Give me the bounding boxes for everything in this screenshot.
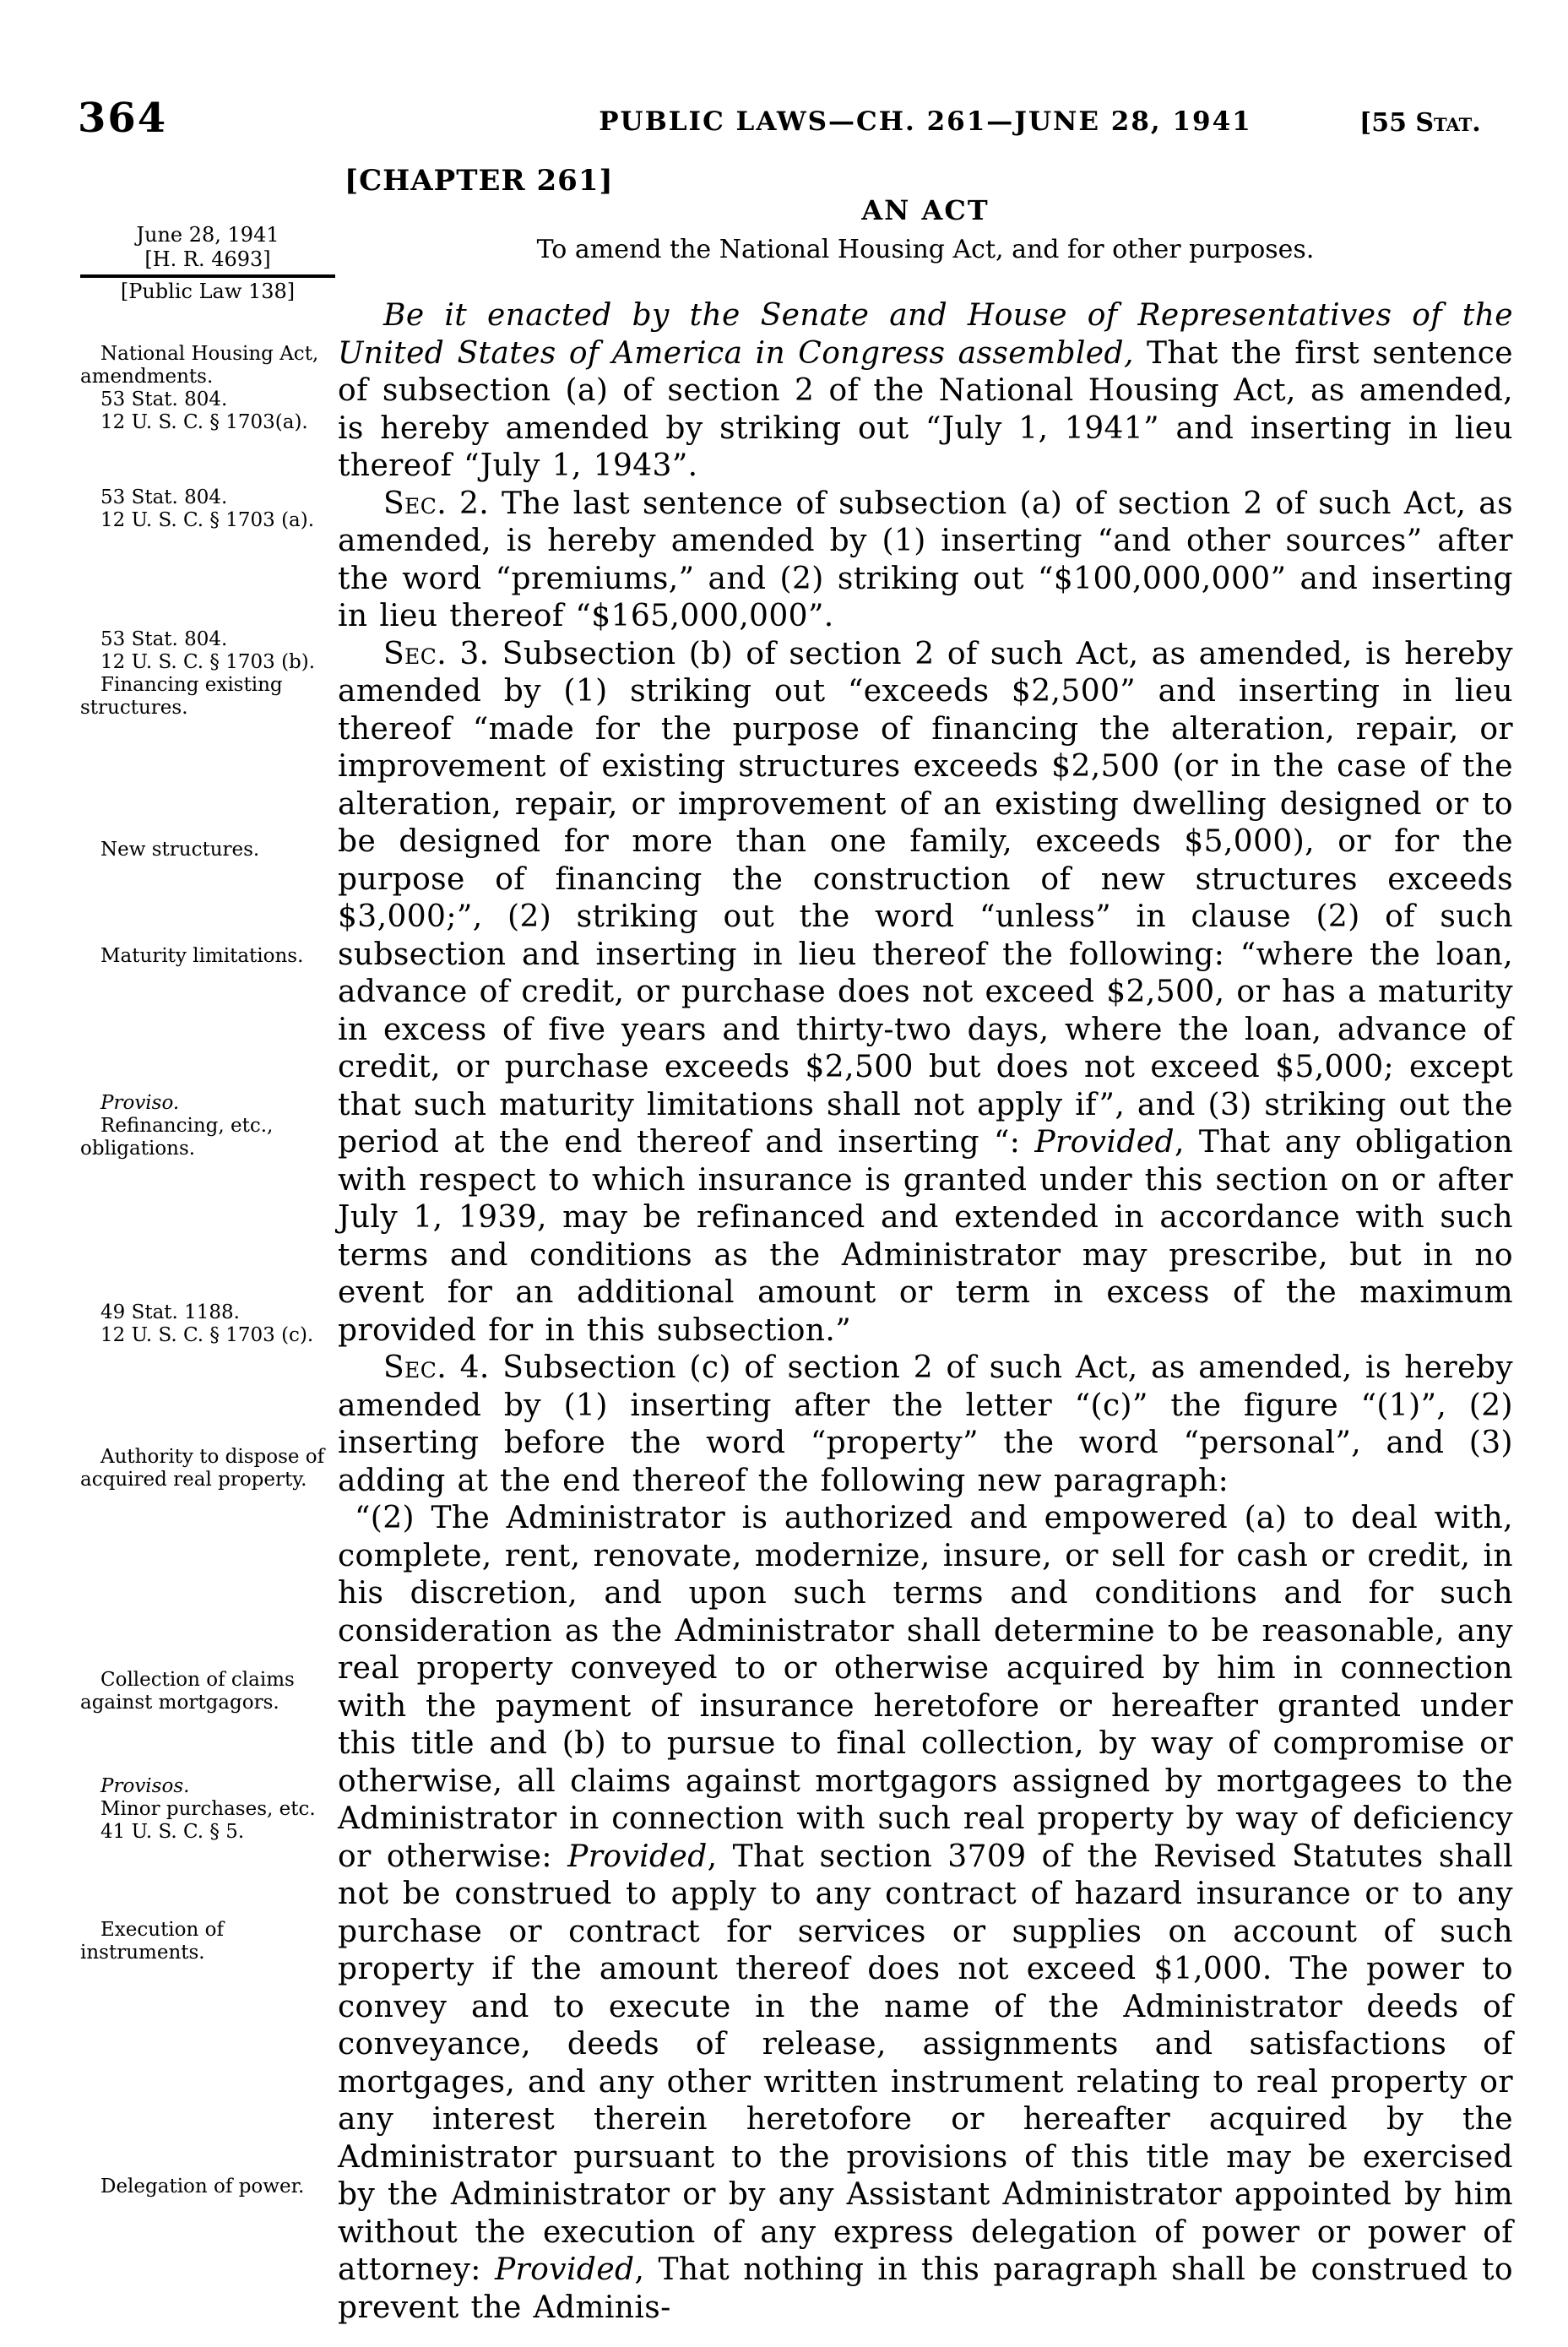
sidenote-execution-instruments [80,1919,335,1964]
new-paragraph-2 [338,1500,1513,2327]
enacting-clause-italic: Be it enacted by the Senate and House of Representatives of the United States of America in Congress assembled, [338,298,1513,371]
sidenote-refinancing: Refinancing, etc., obligations. [80,1115,274,1160]
sidenote-date-billnumber [80,223,335,304]
sidenote-date: June 28, 1941 [136,223,279,247]
sidenote-stat-cite: 53 Stat. 804. [100,628,228,650]
sidenote-usc-cite: 12 U. S. C. § 1703 (a). [100,509,315,531]
sidenote-proviso: Proviso. [100,1092,180,1114]
sidenote-bill-number: [H. R. 4693] [144,247,271,271]
paragraph-2-text-mid: , That section 3709 of the Revised Statutes shall not be construed to apply to any contract of hazard insurance or to any purchase or contract for services or supplies on account of such property if the amount thereof does not exceed $1,000. The power to convey and to execute in the name of the Administrator deeds of conveyance, deeds of release, assignments and satisfactions of mortgages, and any other written instrument relating to real property or any interest therein heretofore or hereafter acquired by the Administrator pursuant to the provisions of this title may be exercised by the Administrator or by any Assistant Administrator appointed by him without the execution of any express delegation of power or power of attorney: [338,1839,1513,2287]
sidenote-usc-cite: 12 U. S. C. § 1703 (c). [100,1324,314,1346]
section-3-proviso: Provided [1034,1125,1175,1160]
sidenote-text: Execution of instruments. [80,1919,224,1964]
section-3-label: Sec. 3. [383,636,490,671]
sidenote-usc-cite: 12 U. S. C. § 1703 (b). [100,651,316,673]
act-subtitle: To amend the National Housing Act, and for other purposes. [536,235,1315,264]
sidenote-delegation-power [80,2176,335,2198]
paragraph-2-proviso-1: Provided [567,1839,708,1874]
paragraph-2-text-end: , That nothing in this paragraph shall be construed to prevent the Adminis- [338,2252,1513,2325]
sidenote-housing-amendments [80,343,335,434]
sidenote-stat-cite: 53 Stat. 804. [100,486,228,508]
sidenote-text: Authority to dispose of acquired real property. [80,1446,325,1491]
sidenote-collection-claims [80,1669,335,1714]
section-2-label: Sec. 2. [383,486,490,521]
enacting-clause-rest: That the first sentence of subsection (a) of section 2 of the National Housing Act, as amended, is hereby amended by striking out “July 1, 1941” and inserting in lieu thereof “July 1, 1943”. [338,335,1513,483]
sidenote-text: Collection of claims against mortgagors. [80,1669,295,1714]
section-4-text: Subsection (c) of section 2 of such Act, as amended, is hereby amended by (1) inserting after the letter “(c)” the figure “(1)”, (2) inserting before the word “property” the word “personal”, and (3) adding at the end thereof the following new paragraph: [338,1350,1513,1498]
sidenote-maturity-limitations [80,945,335,968]
sidenote-public-law: [Public Law 138] [120,280,296,303]
sidenote-new-structures [80,839,335,861]
sidenote-proviso-refinancing [80,1092,335,1160]
stat-volume-ref [1359,108,1516,138]
section-3 [338,636,1513,1350]
sidenote-usc-cite: 41 U. S. C. § 5. [100,1821,245,1843]
section-4 [338,1350,1513,1500]
paragraph-2-proviso-2: Provided [494,2252,635,2287]
section-2 [338,486,1513,636]
statute-body [338,297,1513,2327]
sidenote-authority-dispose [80,1446,335,1491]
sidenote-text: Maturity limitations. [100,945,304,967]
an-act-label: AN ACT [861,194,990,226]
paragraph-2-text: “(2) The Administrator is authorized and empowered (a) to deal with, complete, rent, renovate, modernize, insure, or sell for cash or credit, in his discretion, and upon such terms and conditions and for such consideration as the Administrator shall determine to be reasonable, any real property conveyed to or otherwise acquired by him in connection with the payment of insurance heretofore or hereafter granted under this title and (b) to pursue to final collection, by way of compromise or otherwise, all claims against mortgagors assigned by mortgagees to the Administrator in connection with such real property by way of deficiency or otherwise: [338,1501,1513,1874]
page-number: 364 [78,95,168,142]
section-3-text: Subsection (b) of section 2 of such Act, as amended, is hereby amended by (1) striking out “exceeds $2,500” and inserting in lieu thereof “made for the purpose of financing the alteration, repair, or improvement of existing structures exceeds $2,500 (or in the case of the alteration, repair, or improvement of an existing dwelling designed or to be designed for more than one family, exceeds $5,000), or for the purpose of financing the construction of new structures exceeds $3,000;”, (2) striking out the word “unless” in clause (2) of such subsection and inserting in lieu thereof the following: “where the loan, advance of credit, or purchase does not exceed $2,500, or has a maturity in excess of five years and thirty-two days, where the loan, advance of credit, or purchase exceeds $2,500 but does not exceed $5,000; except that such maturity limitations shall not apply if”, and (3) striking out the period at the end thereof and inserting “: [338,636,1513,1160]
sidenote-sec3-cites [80,628,335,720]
sidenote-text: New structures. [100,839,260,861]
sidenote-sec2-cites [80,486,335,532]
sidenote-text: Delegation of power. [100,2176,305,2198]
sidenote-text: National Housing Act, amendments. [80,343,319,388]
running-head: PUBLIC LAWS—CH. 261—JUNE 28, 1941 [599,106,1252,137]
sidenote-provisos-minor-purchases [80,1775,335,1844]
sidenote-stat-cite: 53 Stat. 804. [100,388,228,410]
chapter-heading: [CHAPTER 261] [345,164,614,198]
section-3-text-end: , That any obligation with respect to which insurance is granted under this section on or after July 1, 1939, may be refinanced and extended in accordance with such terms and conditions as the Administrator may prescribe, but in no event for an additional amount or term in excess of the maximum provided for in this subsection.” [338,1125,1513,1348]
sidenote-sec4-cites [80,1301,335,1347]
stat-volume-ref-text: [55 Stat. [1359,108,1481,138]
sidenote-provisos: Provisos. [100,1775,190,1797]
section-2-text: The last sentence of subsection (a) of section 2 of such Act, as amended, is hereby amended by (1) inserting “and other sources” after the word “premiums,” and (2) striking out “$100,000,000” and inserting in lieu thereof “$165,000,000”. [338,486,1513,633]
sidenote-financing-existing: Financing existing structures. [80,674,283,719]
enacting-clause [338,297,1513,486]
sidenote-usc-cite: 12 U. S. C. § 1703(a). [100,411,308,433]
sidenote-rule [80,274,335,278]
sidenote-minor-purchases: Minor purchases, etc. [100,1798,316,1820]
section-4-label: Sec. 4. [383,1350,490,1385]
sidenote-stat-cite: 49 Stat. 1188. [100,1301,240,1323]
